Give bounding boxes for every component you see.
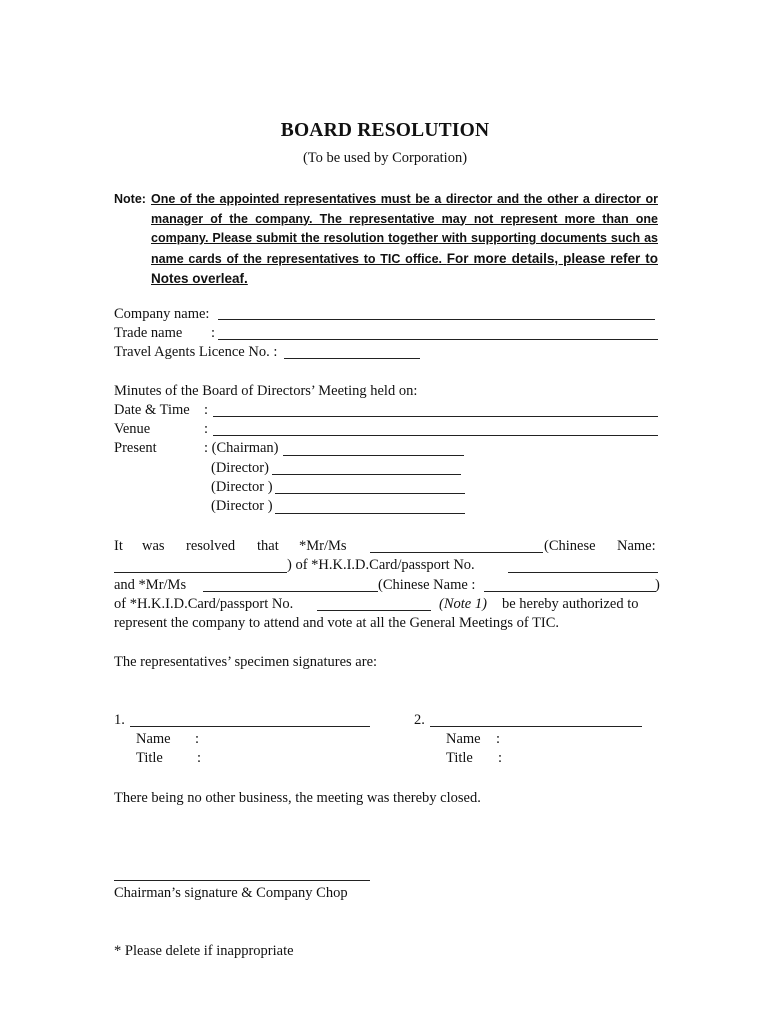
signature-2-name-label: Name bbox=[446, 731, 481, 747]
note-overleaf-link: Notes overleaf bbox=[151, 271, 245, 286]
venue-label: Venue bbox=[114, 421, 151, 437]
representative-1-name-field[interactable] bbox=[370, 552, 543, 553]
resolved-word-2: was bbox=[142, 538, 165, 554]
present-label: Present bbox=[114, 440, 157, 456]
director-3-field[interactable] bbox=[275, 513, 465, 514]
chinese-name-label-1: (Chinese bbox=[544, 538, 596, 554]
footnote: * Please delete if inappropriate bbox=[114, 943, 294, 959]
signature-1-field[interactable] bbox=[130, 726, 370, 727]
resolved-word-4: that bbox=[257, 538, 279, 554]
closing-statement: There being no other business, the meeting was thereby closed. bbox=[114, 790, 481, 806]
signature-1-name-colon: : bbox=[195, 731, 200, 747]
resolved-word-1: It bbox=[114, 538, 123, 554]
trade-name-colon: : bbox=[211, 325, 216, 341]
company-name-label: Company name: bbox=[114, 306, 210, 322]
representative-2-name-field[interactable] bbox=[203, 591, 378, 592]
date-time-colon: : bbox=[204, 402, 209, 418]
chairman-signature-label: Chairman’s signature & Company Chop bbox=[114, 885, 348, 901]
director-3-label: (Director ) bbox=[211, 498, 273, 514]
director-1-label: (Director) bbox=[211, 460, 269, 476]
hkid-label-2: of *H.K.I.D.Card/passport No. bbox=[114, 596, 294, 612]
licence-label: Travel Agents Licence No. : bbox=[114, 344, 278, 360]
trade-name-label: Trade name bbox=[114, 325, 183, 341]
note-text bbox=[151, 190, 658, 290]
represent-text: represent the company to attend and vote at all the General Meetings of TIC. bbox=[114, 615, 560, 631]
signature-1-number: 1. bbox=[114, 712, 125, 728]
signature-2-title-label: Title bbox=[446, 750, 473, 766]
signature-1-title-label: Title bbox=[136, 750, 163, 766]
chairman-label: : (Chairman) bbox=[204, 440, 279, 456]
signature-1-name-label: Name bbox=[136, 731, 171, 747]
representative-1-hkid-field[interactable] bbox=[508, 572, 658, 573]
chairman-signature-field[interactable] bbox=[114, 880, 370, 881]
representative-2-chinese-name-field[interactable] bbox=[484, 591, 656, 592]
authorized-text: be hereby authorized to bbox=[502, 596, 639, 612]
venue-colon: : bbox=[204, 421, 209, 437]
note-1-ref-text: (Note 1) bbox=[439, 596, 487, 612]
date-time-field[interactable] bbox=[213, 416, 658, 417]
resolved-word-5: *Mr/Ms bbox=[299, 538, 347, 554]
representative-1-chinese-name-field[interactable] bbox=[114, 572, 287, 573]
note-1-ref bbox=[439, 595, 487, 614]
document-subtitle: (To be used by Corporation) bbox=[302, 150, 468, 166]
signature-2-field[interactable] bbox=[430, 726, 642, 727]
chinese-name-label-2: (Chinese Name : bbox=[378, 577, 476, 593]
date-time-label: Date & Time bbox=[114, 402, 190, 418]
licence-field[interactable] bbox=[284, 358, 420, 359]
note-main-text: One of the appointed representatives must be a director and the other a director or manager of the company. The representative may not represent more than one company. Please submit the resolution together with supporting documents such as name cards of the representatives to TIC office. bbox=[151, 192, 658, 266]
specimen-intro: The representatives’ specimen signatures are: bbox=[114, 654, 378, 670]
representative-2-hkid-field[interactable] bbox=[317, 610, 431, 611]
close-paren: ) bbox=[655, 577, 660, 593]
signature-2-number: 2. bbox=[414, 712, 425, 728]
venue-field[interactable] bbox=[213, 435, 658, 436]
trade-name-field[interactable] bbox=[218, 339, 658, 340]
chinese-name-colon-1: Name: bbox=[617, 538, 656, 554]
note-period: . bbox=[244, 271, 248, 286]
signature-2-name-colon: : bbox=[496, 731, 501, 747]
director-1-field[interactable] bbox=[272, 474, 461, 475]
signature-1-title-colon: : bbox=[197, 750, 202, 766]
company-name-field[interactable] bbox=[218, 319, 655, 320]
note-label: Note: bbox=[114, 192, 146, 206]
chairman-field[interactable] bbox=[283, 455, 464, 456]
resolved-word-3: resolved bbox=[186, 538, 236, 554]
and-mrms-label: and *Mr/Ms bbox=[114, 577, 187, 593]
note-more-text: For more details, please refer to bbox=[446, 250, 658, 266]
director-2-field[interactable] bbox=[275, 493, 465, 494]
hkid-label-1: ) of *H.K.I.D.Card/passport No. bbox=[287, 557, 475, 573]
document-title: BOARD RESOLUTION bbox=[280, 120, 490, 141]
director-2-label: (Director ) bbox=[211, 479, 273, 495]
minutes-heading: Minutes of the Board of Directors’ Meeting held on: bbox=[114, 383, 418, 399]
signature-2-title-colon: : bbox=[498, 750, 503, 766]
